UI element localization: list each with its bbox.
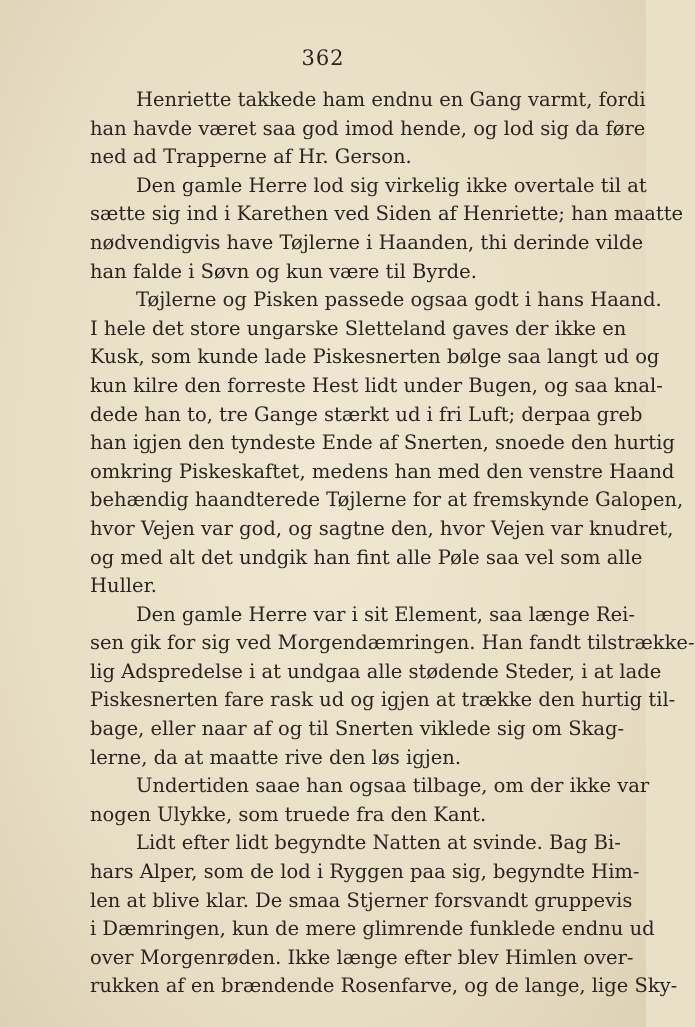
text-line: kun kilre den forreste Hest lidt under Bugen, og saa knal- xyxy=(90,373,663,397)
text-line: omkring Piskeskaftet, medens han med den venstre Haand xyxy=(90,459,675,483)
text-line: Huller. xyxy=(90,574,157,598)
text-line: Henriette takkede ham endnu en Gang varmt, fordi xyxy=(136,88,646,111)
text-line: Undertiden saae han ogsaa tilbage, om der ikke var xyxy=(136,774,650,798)
text-line: hars Alper, som de lod i Ryggen paa sig, begyndte Him- xyxy=(90,860,640,884)
text-line: og med alt det undgik han fint alle Pøle saa vel som alle xyxy=(90,545,643,569)
text-line: nødvendigvis have Tøjlerne i Haanden, thi derinde vilde xyxy=(90,230,644,254)
text-line: sætte sig ind i Karethen ved Siden af Henriette; han maatte xyxy=(90,202,684,226)
text-line: behændig haandterede Tøjlerne for at fremskynde Galopen, xyxy=(90,488,684,512)
page-number: 362 xyxy=(301,46,345,70)
text-line: rukken af en brændende Rosenfarve, og de lange, lige Sky- xyxy=(90,974,678,998)
text-line: Lidt efter lidt begyndte Natten at svinde. Bag Bi- xyxy=(136,831,621,855)
text-line: hvor Vejen var god, og sagtne den, hvor Vejen var knudret, xyxy=(90,516,674,540)
text-line: Den gamle Herre var i sit Element, saa længe Rei- xyxy=(136,602,635,626)
text-line: bage, eller naar af og til Snerten viklede sig om Skag- xyxy=(90,717,625,741)
text-line: ned ad Trapperne af Hr. Gerson. xyxy=(90,145,412,169)
text-line: i Dæmringen, kun de mere glimrende funklede endnu ud xyxy=(90,917,655,941)
text-line: over Morgenrøden. Ikke længe efter blev Himlen over- xyxy=(90,945,634,969)
text-line: lerne, da at maatte rive den løs igjen. xyxy=(90,745,462,769)
text-line: han igjen den tyndeste Ende af Snerten, snoede den hurtig xyxy=(90,431,675,455)
body-text xyxy=(90,86,695,1001)
text-line: Kusk, som kunde lade Piskesnerten bølge saa langt ud og xyxy=(90,345,660,369)
text-line: lig Adspredelse i at undgaa alle stødende Steder, i at lade xyxy=(90,659,662,683)
text-line: Piskesnerten fare rask ud og igjen at trække den hurtig til- xyxy=(90,688,676,712)
text-line: len at blive klar. De smaa Stjerner forsvandt gruppevis xyxy=(90,888,633,912)
text-line: sen gik for sig ved Morgendæmringen. Han fandt tilstrække- xyxy=(90,631,695,655)
text-line: han falde i Søvn og kun være til Byrde. xyxy=(90,259,477,283)
text-line: dede han to, tre Gange stærkt ud i fri Luft; derpaa greb xyxy=(90,402,643,426)
text-line: Tøjlerne og Pisken passede ogsaa godt i hans Haand. xyxy=(136,288,662,312)
text-line: I hele det store ungarske Sletteland gaves der ikke en xyxy=(90,316,627,340)
text-line: Den gamle Herre lod sig virkelig ikke overtale til at xyxy=(136,173,647,197)
text-line: han havde været saa god imod hende, og lod sig da føre xyxy=(90,116,646,140)
text-line: nogen Ulykke, som truede fra den Kant. xyxy=(90,802,487,826)
